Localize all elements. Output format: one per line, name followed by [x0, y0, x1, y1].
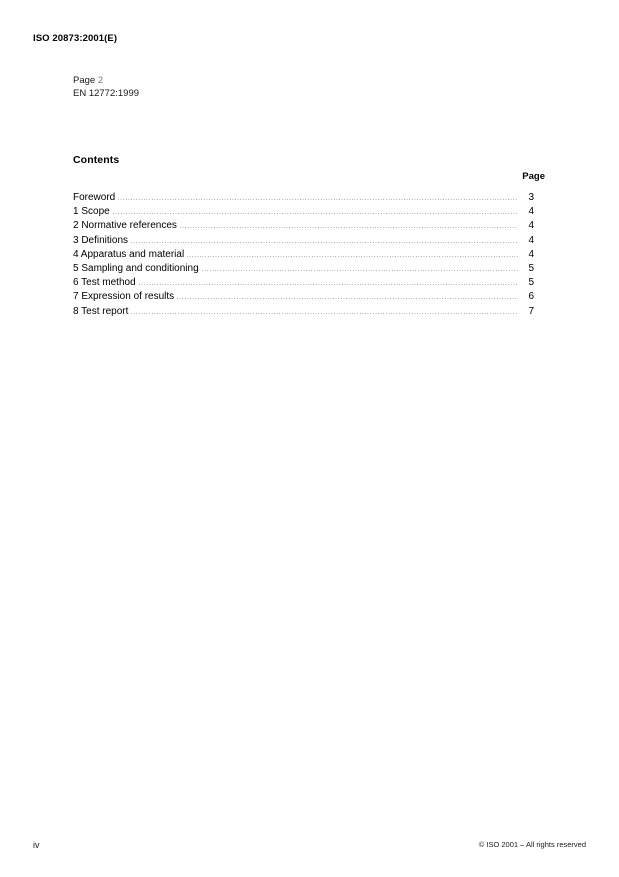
toc-entry-page-number: 3 [528, 192, 534, 203]
toc-entry[interactable] [73, 191, 534, 205]
toc-entry-page-number: 4 [528, 220, 534, 232]
sub-header-page-value: 2 [97, 75, 104, 86]
toc-entry-page-number: 4 [528, 206, 534, 218]
toc-entry-label: 8 Test report [73, 305, 129, 317]
toc-entry-page-number: 5 [528, 262, 534, 274]
contents-page-column-header: Page [522, 171, 545, 182]
toc-entry[interactable] [73, 262, 534, 276]
toc-entry[interactable] [73, 276, 534, 290]
toc-entry-label: 3 Definitions [73, 234, 129, 246]
sub-header-page-line [73, 75, 139, 88]
toc-leader-dots [131, 313, 518, 314]
toc-entry-label: Foreword [73, 192, 116, 203]
toc-leader-dots [131, 242, 518, 243]
toc-entry[interactable] [73, 219, 534, 233]
footer-copyright: © ISO 2001 – All rights reserved [478, 840, 586, 849]
contents-heading: Contents [73, 154, 120, 166]
toc-entry-label: 6 Test method [73, 277, 136, 289]
toc-leader-dots [118, 199, 518, 200]
toc-entry-label: 5 Sampling and conditioning [73, 262, 199, 274]
toc-leader-dots [202, 270, 518, 271]
toc-leader-dots [139, 284, 518, 285]
toc-entry-page-number: 7 [528, 305, 534, 317]
table-of-contents [73, 191, 534, 319]
toc-leader-dots [113, 213, 518, 214]
toc-entry-page-number: 4 [528, 234, 534, 246]
running-header: ISO 20873:2001(E) [33, 33, 118, 44]
footer-folio: iv [33, 840, 40, 850]
toc-entry-page-number: 6 [528, 291, 534, 303]
toc-entry[interactable] [73, 205, 534, 219]
toc-entry-page-number: 5 [528, 277, 534, 289]
toc-leader-dots [177, 298, 518, 299]
toc-entry[interactable] [73, 234, 534, 248]
toc-entry-label: 2 Normative references [73, 220, 177, 232]
toc-entry-label: 7 Expression of results [73, 291, 175, 303]
sub-header-block [73, 75, 139, 100]
toc-entry-label: 4 Apparatus and material [73, 248, 185, 260]
sub-header-page-label: Page [73, 75, 96, 86]
toc-leader-dots [187, 256, 518, 257]
toc-entry-label: 1 Scope [73, 206, 110, 218]
toc-entry[interactable] [73, 248, 534, 262]
toc-leader-dots [180, 227, 518, 228]
toc-entry-page-number: 4 [528, 248, 534, 260]
toc-entry[interactable] [73, 305, 534, 319]
toc-entry[interactable] [73, 290, 534, 304]
sub-header-standard-reference: EN 12772:1999 [73, 87, 140, 99]
